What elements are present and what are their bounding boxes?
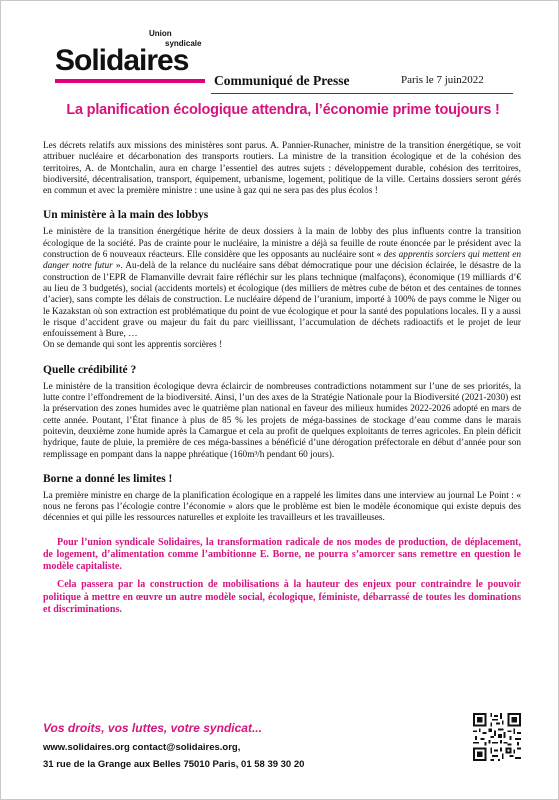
header-divider [211, 93, 513, 94]
logo-accent-bar [55, 79, 205, 83]
conclusion-paragraph-1: Pour l’union syndicale Solidaires, la transformation radicale de nos modes de production, de déplacement, de logement, d’alimentation comme l’ambitionne E. Borne, ne pourra s’amorcer sans remettre en question le modèle capitaliste. [43, 536, 521, 573]
logo-union-text: Union [149, 29, 172, 38]
headline: La planification écologique attendra, l’économie prime toujours ! [66, 102, 500, 118]
section-closing-line: On se demande qui sont les apprentis sorcières ! [43, 340, 223, 351]
header [41, 29, 521, 89]
logo-wordmark: Solidaires [55, 44, 189, 77]
logo-syndicale-text: syndicale [165, 39, 202, 48]
footer-slogan: Vos droits, vos luttes, votre syndicat... [43, 721, 262, 735]
body-content [43, 141, 521, 622]
text-after-quote: ». Au-delà de la relance du nucléaire sans débat démocratique pour une décision éclairée, le désastre de la construction de l’EPR de Flamanville devrait faire réfléchir sur les plans technique (malfaçons), économique (19 milliards d’€ au lieu de 3 budgetés), social (accidents mortels) et écologique (des milliers de mètres cube de béton et des centaines de tonnes d’acier), sans compte les délais de construction. Le nucléaire dépend de l’uranium, importé à 100% de pays comme le Niger ou le Kazakstan où son extraction est problématique du point de vue écologique et pour la santé des populations locales. Il y a aussi le risque d’accident grave ou majeur du fait du parc vieillissant, l’accumulation de déchets radioactifs et le projet de leur enfouissement à Bure, … [43, 261, 521, 340]
section-paragraph-borne: La première ministre en charge de la planification écologique en a rappelé les limites dans une interview au journal Le Point : « nous ne ferons pas l’écologie contre l’économie » alors que le problème est bien le modèle économique qui existe depuis des décennies et qui pille les ressources naturelles et exploite les travailleurs et les travailleuses. [43, 490, 521, 524]
conclusion-block [43, 537, 521, 616]
solidaires-logo [55, 29, 225, 83]
footer-web-contact: www.solidaires.org contact@solidaires.org, [43, 742, 241, 753]
section-title-borne: Borne a donné les limites ! [43, 472, 173, 485]
document-date: Paris le 7 juin2022 [401, 74, 484, 86]
conclusion-paragraph-2: Cela passera par la construction de mobilisations à la hauteur des enjeux pour contraindre le pouvoir politique à mettre en œuvre un autre modèle social, écologique, féministe, débarrassé de toutes les dominations et discriminations. [43, 579, 521, 615]
footer-address: 31 rue de la Grange aux Belles 75010 Paris, 01 58 39 30 20 [43, 759, 305, 770]
section-title-credibilite: Quelle crédibilité ? [43, 363, 137, 376]
section-paragraph-lobbys [43, 227, 521, 340]
footer [43, 713, 521, 773]
text-before-quote: Le ministère de la transition énergétique hérite de deux dossiers à la main de lobby des plus influents contre la transition écologique de la société. Pas de crainte pour le nucléaire, la ministre a déjà sa feuille de route énoncée par le président avec la construction de 6 nouveaux réacteurs. Elle considère que les opposants au nucléaire sont « [43, 227, 521, 261]
section-title-lobbys: Un ministère à la main des lobbys [43, 209, 209, 222]
section-paragraph-credibilite: Le ministère de la transition écologique devra éclaircir de nombreuses contradictions notamment sur l’une de ses priorités, la lutte contre l’effondrement de la biodiversité. Ainsi, l’un des axes de la Stratégie Nationale pour la Biodiversité (2021-2030) est la préservation des zones humides avec le quatrième plan national en faveur des milieux humides 2022-2026 adopté en mars de cette année. Poutant, l’État finance à plus de 85 % les projets de méga-bassines de stockage d’eau comme dans le marais poitevin, deuxième zone humide après la Camargue et cela au profit de quelques exploitants de terres agricoles. En plein déficit hydrique, faute de pluie, la première de ces méga-bassines a bénéficié d’une dérogation préfectorale en début d’année pour son remplissage en pompant dans la nappe phréatique (160m³/h pendant 60 jours). [43, 381, 521, 460]
qr-code-icon [473, 713, 521, 761]
intro-paragraph: Les décrets relatifs aux missions des ministères sont parus. A. Pannier-Runacher, ministre de la transition énergétique, se voit attribuer nucléaire et décarbonation des transports routiers. La ministre de la transition écologique et de la cohésion des territoires, A. de Montchalin, aura en charge l’essentiel des autres sujets : développement durable, cohésion des territoires, biodiversité, décentralisation, transport, équipement, urbanisme, logement, politique de la ville. Certains dossiers seront gérés en commun et avec la première ministre : une usine à gaz qui ne sera pas des plus écolos ! [43, 141, 521, 197]
italic-quote: des apprentis sorciers qui mettent en danger notre futur [43, 250, 522, 272]
document-type-title: Communiqué de Presse [214, 73, 350, 88]
